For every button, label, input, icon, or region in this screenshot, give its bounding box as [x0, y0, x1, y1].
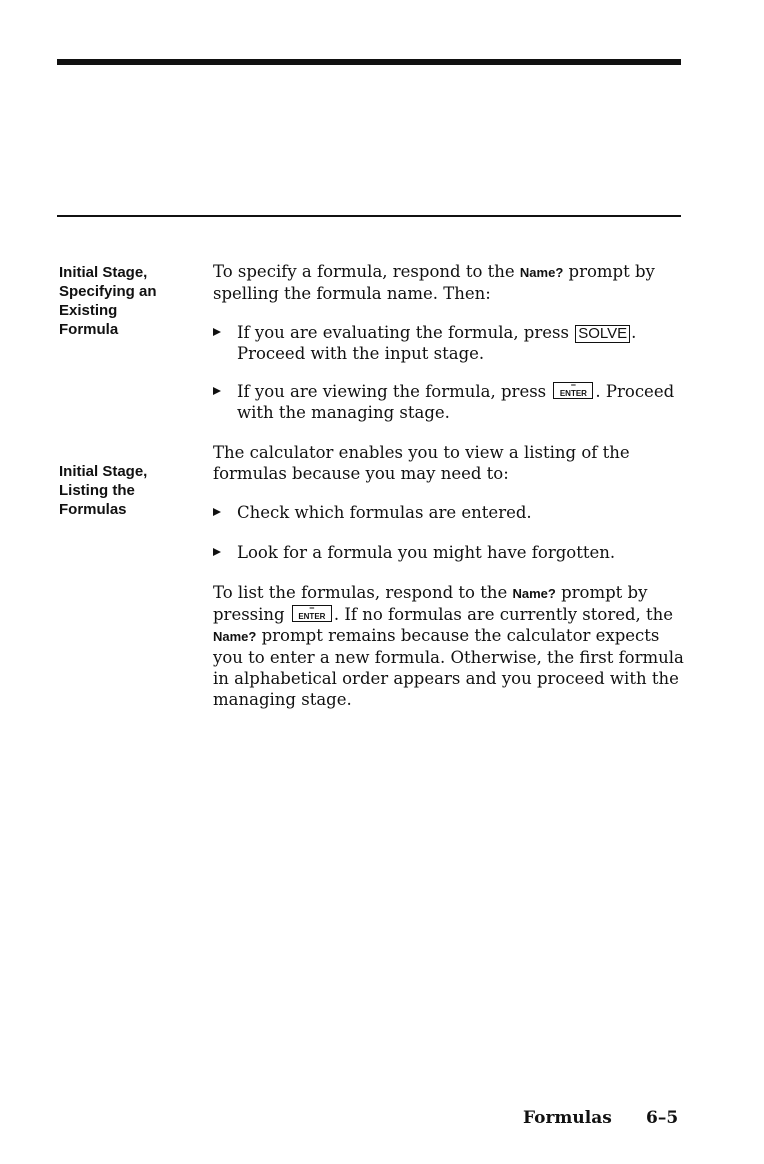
name-prompt: Name?: [519, 265, 564, 280]
enter-key: [292, 602, 332, 622]
text: If you are evaluating the formula, press: [237, 323, 575, 342]
text-line: [213, 604, 681, 625]
paragraph-list-formulas: [213, 582, 684, 710]
text-line: you to enter a new formula. Otherwise, the first formula: [213, 648, 684, 667]
text-line: [213, 582, 681, 604]
enter-key-label: ENTER: [559, 389, 587, 398]
heading-line: Existing: [59, 302, 118, 319]
heading-line: Initial Stage,: [59, 264, 148, 281]
heading-line: Specifying an: [59, 283, 157, 300]
text-line: spelling the formula name. Then:: [213, 284, 491, 303]
enter-key-symbol: =: [309, 602, 315, 612]
side-heading-specifying-formula: [59, 263, 199, 339]
text-line: Check which formulas are entered.: [237, 503, 532, 522]
heading-line: Listing the: [59, 482, 135, 499]
text: To list the formulas, respond to the: [213, 583, 513, 602]
solve-key: SOLVE: [575, 325, 630, 343]
paragraph-specify-formula: [213, 261, 681, 304]
footer-page-number: 6–5: [646, 1108, 679, 1128]
name-prompt: Name?: [213, 629, 257, 644]
footer-chapter-title: Formulas: [523, 1108, 612, 1128]
bullet-triangle-icon: [213, 548, 221, 556]
text-line: in alphabetical order appears and you proceed with the: [213, 669, 679, 688]
text: pressing: [213, 605, 290, 624]
text: . Proceed: [595, 382, 675, 401]
paragraph-listing-intro: [213, 442, 681, 484]
text: prompt by: [563, 262, 655, 281]
bullet-triangle-icon: [213, 328, 221, 336]
section-rule: [57, 215, 681, 217]
heading-line: Formulas: [59, 501, 127, 518]
text-line: managing stage.: [213, 690, 352, 709]
text: prompt remains because the calculator expects: [256, 626, 660, 645]
text-line: [213, 625, 681, 647]
text-line: [237, 381, 674, 402]
text-line: [213, 261, 681, 283]
text: To specify a formula, respond to the: [213, 262, 520, 281]
text-line: [237, 322, 636, 343]
text-line: with the managing stage.: [237, 403, 450, 422]
text: prompt by: [555, 583, 648, 602]
name-prompt: Name?: [512, 586, 556, 601]
top-rule: [57, 59, 681, 65]
bullet-triangle-icon: [213, 387, 221, 395]
text-line: formulas because you may need to:: [213, 464, 509, 483]
enter-key: [553, 379, 593, 399]
bullet-triangle-icon: [213, 508, 221, 516]
enter-key-symbol: =: [570, 379, 577, 389]
text-line: The calculator enables you to view a listing of the: [213, 443, 630, 462]
side-heading-listing-formulas: [59, 462, 199, 519]
heading-line: Formula: [59, 321, 119, 338]
heading-line: Initial Stage,: [59, 463, 148, 480]
text-line: Proceed with the input stage.: [237, 344, 485, 363]
text-line: Look for a formula you might have forgotten.: [237, 543, 616, 562]
text: . If no formulas are currently stored, the: [333, 605, 674, 624]
enter-key-label: ENTER: [298, 612, 326, 621]
text: .: [631, 323, 637, 342]
text: If you are viewing the formula, press: [237, 382, 552, 401]
